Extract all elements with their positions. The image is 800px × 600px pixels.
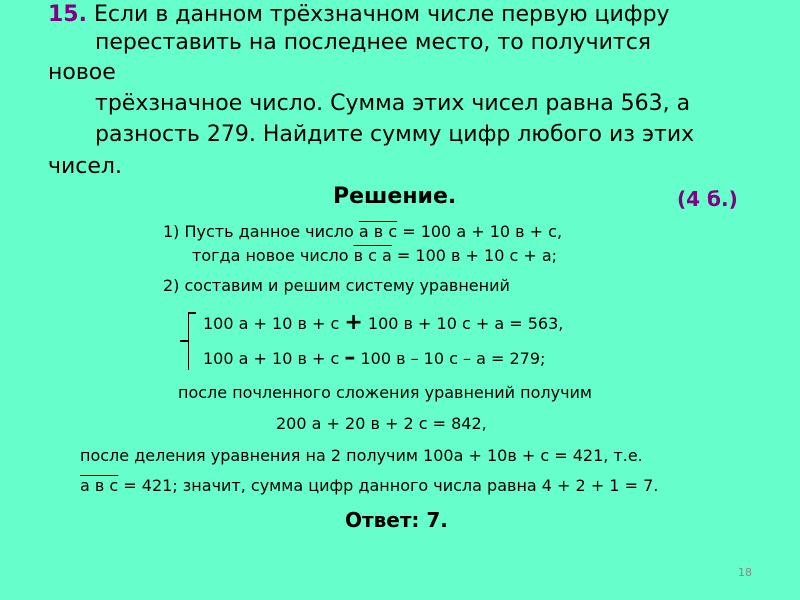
step-1b — [192, 246, 557, 266]
step-1-formula: = 100 а + 10 в + с, — [397, 222, 563, 241]
step-1b-digits: в с а — [353, 246, 392, 265]
step-1 — [163, 222, 562, 242]
sum-equation: 200 а + 20 в + 2 с = 842, — [276, 414, 487, 433]
equation-1-left: 100 а + 10 в + с — [203, 314, 340, 333]
system-brace — [188, 312, 189, 370]
answer-value: 7. — [426, 508, 448, 532]
answer-label: Ответ: — [345, 508, 420, 532]
problem-line-6: чисел. — [48, 154, 122, 179]
equation-2-left: 100 а + 10 в + с — [203, 349, 340, 368]
problem-line-3: новое — [48, 60, 116, 85]
step-1-text: 1) Пусть данное число — [163, 222, 354, 241]
final-digits: а в с — [80, 476, 119, 495]
step-1-digits: а в с — [358, 222, 398, 241]
problem-line-5: разность 279. Найдите сумму цифр любого из этих — [95, 122, 695, 147]
problem-line-2: переставить на последнее место, то получится — [95, 30, 652, 55]
step-1b-formula: = 100 в + 10 с + а; — [391, 246, 558, 265]
problem-number: 15. — [48, 2, 87, 27]
equation-1 — [203, 310, 564, 335]
minus-operator: – — [344, 345, 356, 370]
final-line — [80, 476, 658, 496]
equation-1-right: 100 в + 10 с + а = 563, — [367, 314, 564, 333]
solution-heading: Решение. — [333, 184, 457, 209]
plus-operator: + — [344, 310, 363, 335]
step-1b-text: тогда новое число — [192, 246, 349, 265]
problem-line-4: трёхзначное число. Сумма этих чисел равна 563, а — [95, 91, 691, 116]
problem-text-1: Если в данном трёхзначном числе первую цифру — [93, 2, 670, 27]
problem-line-1 — [48, 2, 670, 28]
equation-2-right: 100 в – 10 с – а = 279; — [360, 349, 546, 368]
final-text: = 421; значит, сумма цифр данного числа равна 4 + 2 + 1 = 7. — [118, 476, 659, 495]
points-badge: (4 б.) — [677, 187, 738, 211]
answer — [345, 508, 448, 532]
system-brace-top — [188, 312, 196, 314]
after-addition-text: после почленного сложения уравнений получим — [178, 383, 592, 402]
after-division-text: после деления уравнения на 2 получим 100а + 10в + с = 421, т.е. — [80, 446, 643, 465]
system-brace-mid — [180, 340, 188, 342]
equation-2 — [203, 345, 546, 370]
page-number: 18 — [738, 566, 752, 579]
step-2: 2) составим и решим систему уравнений — [163, 276, 510, 295]
